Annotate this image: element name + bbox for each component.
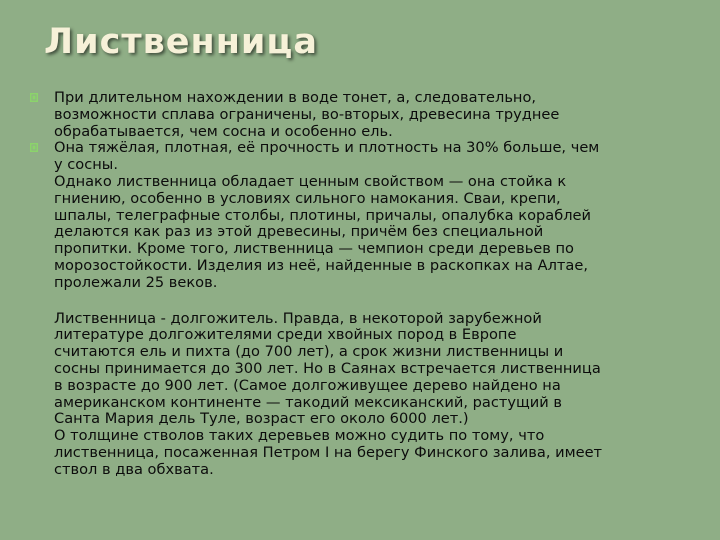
paragraph-line: пропитки. Кроме того, лиственница — чемпион среди деревьев по <box>54 240 574 258</box>
paragraph-line: гниению, особенно в условиях сильного намокания. Сваи, крепи, <box>54 189 561 207</box>
paragraph-gap <box>0 292 720 311</box>
paragraph-line: сосны принимается до 300 лет. Но в Саянах встречается лиственница <box>54 359 601 377</box>
bullet-item-1 <box>0 90 720 140</box>
paragraph-line: лиственница, посаженная Петром I на берегу Финского залива, имеет <box>54 443 603 461</box>
paragraph-line: делаются как раз из этой древесины, причём без специальной <box>54 223 544 241</box>
paragraph-line: морозостойкости. Изделия из неё, найденные в раскопках на Алтае, <box>54 256 588 274</box>
paragraph-line: Санта Мария дель Туле, возраст его около 6000 лет.) <box>54 410 469 428</box>
paragraph-line: Лиственница - долгожитель. Правда, в некоторой зарубежной <box>54 309 542 327</box>
paragraph-line: Однако лиственница обладает ценным свойством — она стойка к <box>54 172 567 190</box>
paragraph-line: ствол в два обхвата. <box>54 460 214 478</box>
bullet-line: Она тяжёлая, плотная, её прочность и плотность на 30% больше, чем <box>54 139 600 157</box>
bullet-item-2 <box>0 140 720 174</box>
bullet-line: При длительном нахождении в воде тонет, а, следовательно, <box>54 89 537 106</box>
slide-title: Лиственница <box>44 22 318 62</box>
bullet-line: у сосны. <box>54 156 118 174</box>
bullet-line: возможности сплава ограничены, во-вторых, древесина труднее <box>54 105 560 123</box>
paragraph-line: американском континенте — такодий мексиканский, растущий в <box>54 393 562 411</box>
paragraph-durability <box>0 174 720 292</box>
paragraph-line: О толщине стволов таких деревьев можно судить по тому, что <box>54 427 545 445</box>
square-bullet-icon <box>30 143 40 153</box>
paragraph-line: литературе долгожителями среди хвойных пород в Европе <box>54 326 517 344</box>
bullet-line: обрабатывается, чем сосна и особенно ель. <box>54 122 393 140</box>
slide-content <box>0 90 720 479</box>
paragraph-line: считаются ель и пихта (до 700 лет), а срок жизни лиственницы и <box>54 343 564 361</box>
square-bullet-icon <box>30 93 40 103</box>
paragraph-line: в возрасте до 900 лет. (Самое долгоживущее дерево найдено на <box>54 376 561 394</box>
paragraph-longevity <box>0 311 720 479</box>
paragraph-line: шпалы, телеграфные столбы, плотины, причалы, опалубка кораблей <box>54 206 591 224</box>
paragraph-line: пролежали 25 веков. <box>54 273 218 291</box>
